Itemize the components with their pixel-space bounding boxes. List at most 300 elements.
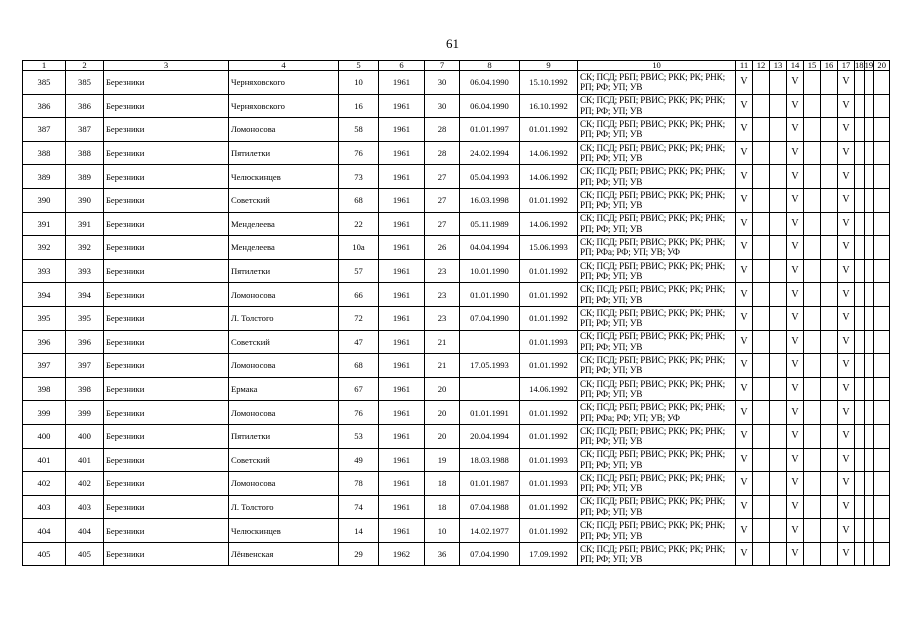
col-12-mark [753,188,770,212]
col-20-mark [874,330,890,354]
object-number-cell: 387 [66,118,104,142]
row-number-cell: 391 [23,212,66,236]
object-number-cell: 392 [66,236,104,260]
work-codes-cell: СК; ПСД; РБП; РВИС; РКК; РК; РНК; РП; РФ; УП; УВ [578,330,736,354]
col-17-mark: V [838,259,855,283]
table-row [23,377,890,401]
col-19-mark [864,330,874,354]
work-codes-cell: СК; ПСД; РБП; РВИС; РКК; РК; РНК; РП; РФ; УП; УВ [578,188,736,212]
registration-date-cell: 01.01.1992 [520,283,578,307]
survey-date-cell: 20.04.1994 [460,424,520,448]
col-12-mark [753,448,770,472]
col-19-mark [864,188,874,212]
wear-percent-cell: 21 [425,354,460,378]
registration-date-cell: 01.01.1992 [520,259,578,283]
wear-percent-cell: 18 [425,495,460,519]
survey-date-cell: 17.05.1993 [460,354,520,378]
table-body [23,61,890,566]
col-15-mark [804,259,821,283]
registration-date-cell: 01.01.1992 [520,306,578,330]
table-row [23,306,890,330]
house-number-cell: 68 [339,188,379,212]
col-15-mark [804,236,821,260]
work-codes-cell: СК; ПСД; РБП; РВИС; РКК; РК; РНК; РП; РФ; УП; УВ [578,141,736,165]
house-number-cell: 47 [339,330,379,354]
col-14-mark: V [787,495,804,519]
registration-date-cell: 14.06.1992 [520,377,578,401]
col-19-mark [864,542,874,566]
column-header-18: 18 [855,60,864,70]
col-17-mark: V [838,141,855,165]
col-16-mark [821,354,838,378]
city-cell: Березники [104,519,229,543]
col-16-mark [821,424,838,448]
col-20-mark [874,283,890,307]
build-year-cell: 1962 [379,542,425,566]
survey-date-cell: 16.03.1998 [460,188,520,212]
work-codes-cell: СК; ПСД; РБП; РВИС; РКК; РК; РНК; РП; РФ; УП; УВ [578,424,736,448]
work-codes-cell: СК; ПСД; РБП; РВИС; РКК; РК; РНК; РП; РФ; УП; УВ [578,165,736,189]
col-17-mark: V [838,472,855,496]
city-cell: Березники [104,306,229,330]
col-20-mark [874,141,890,165]
col-14-mark: V [787,94,804,118]
col-16-mark [821,448,838,472]
row-number-cell: 392 [23,236,66,260]
col-16-mark [821,94,838,118]
col-13-mark [770,141,787,165]
table-row [23,472,890,496]
house-number-cell: 76 [339,401,379,425]
col-17-mark: V [838,236,855,260]
col-12-mark [753,94,770,118]
col-18-mark [855,236,865,260]
registration-date-cell: 14.06.1992 [520,141,578,165]
col-11-mark: V [736,188,753,212]
col-15-mark [804,212,821,236]
col-11-mark: V [736,71,753,95]
build-year-cell: 1961 [379,118,425,142]
street-cell: Советский [229,448,339,472]
col-14-mark: V [787,212,804,236]
house-number-cell: 53 [339,424,379,448]
col-19-mark [864,212,874,236]
col-14-mark: V [787,519,804,543]
col-12-mark [753,424,770,448]
col-14-mark: V [787,448,804,472]
col-16-mark [821,542,838,566]
col-17-mark: V [838,542,855,566]
house-number-cell: 66 [339,283,379,307]
col-19-mark [864,448,874,472]
col-15-mark [804,141,821,165]
build-year-cell: 1961 [379,354,425,378]
street-cell: Советский [229,330,339,354]
house-number-cell: 22 [339,212,379,236]
col-11-mark: V [736,354,753,378]
col-14-mark: V [787,165,804,189]
wear-percent-cell: 20 [425,401,460,425]
street-cell: Л. Толстого [229,495,339,519]
row-number-cell: 394 [23,283,66,307]
col-16-mark [821,71,838,95]
row-number-cell: 385 [23,71,66,95]
col-18-mark [855,542,865,566]
build-year-cell: 1961 [379,448,425,472]
row-number-cell: 390 [23,188,66,212]
table-row [23,118,890,142]
col-13-mark [770,118,787,142]
table-row [23,188,890,212]
wear-percent-cell: 28 [425,141,460,165]
col-19-mark [864,401,874,425]
row-number-cell: 393 [23,259,66,283]
table-row [23,495,890,519]
city-cell: Березники [104,495,229,519]
column-header-4: 4 [229,61,339,71]
build-year-cell: 1961 [379,259,425,283]
row-number-cell: 395 [23,306,66,330]
col-13-mark [770,401,787,425]
col-20-mark [874,71,890,95]
registration-date-cell: 01.01.1992 [520,519,578,543]
street-cell: Ломоносова [229,283,339,307]
col-14-mark: V [787,424,804,448]
col-18-mark [855,212,865,236]
col-13-mark [770,377,787,401]
column-header-12: 12 [753,61,770,71]
row-number-cell: 404 [23,519,66,543]
row-number-cell: 388 [23,141,66,165]
col-16-mark [821,377,838,401]
col-14-mark: V [787,354,804,378]
house-number-cell: 74 [339,495,379,519]
col-17-mark: V [838,424,855,448]
street-cell: Черняховского [229,94,339,118]
col-15-mark [804,165,821,189]
col-13-mark [770,519,787,543]
col-17-mark: V [838,354,855,378]
col-15-mark [804,542,821,566]
col-15-mark [804,306,821,330]
house-number-cell: 72 [339,306,379,330]
col-11-mark: V [736,236,753,260]
col-20-mark [874,188,890,212]
row-number-cell: 387 [23,118,66,142]
registration-date-cell: 01.01.1992 [520,354,578,378]
col-11-mark: V [736,259,753,283]
column-header-6: 6 [379,61,425,71]
street-cell: Пятилетки [229,424,339,448]
col-11-mark: V [736,448,753,472]
table-row [23,448,890,472]
object-number-cell: 396 [66,330,104,354]
build-year-cell: 1961 [379,212,425,236]
col-20-mark [874,94,890,118]
column-header-14: 14 [787,61,804,71]
col-20-mark [874,495,890,519]
survey-date-cell: 24.02.1994 [460,141,520,165]
house-number-cell: 67 [339,377,379,401]
col-16-mark [821,306,838,330]
survey-date-cell: 01.01.1997 [460,118,520,142]
object-number-cell: 402 [66,472,104,496]
col-19-mark [864,306,874,330]
col-19-mark [864,519,874,543]
city-cell: Березники [104,212,229,236]
col-16-mark [821,141,838,165]
col-14-mark: V [787,401,804,425]
work-codes-cell: СК; ПСД; РБП; РВИС; РКК; РК; РНК; РП; РФ; УП; УВ [578,306,736,330]
col-18-mark [855,495,865,519]
col-15-mark [804,354,821,378]
wear-percent-cell: 27 [425,212,460,236]
col-13-mark [770,306,787,330]
col-16-mark [821,118,838,142]
build-year-cell: 1961 [379,472,425,496]
col-17-mark: V [838,118,855,142]
survey-date-cell: 01.01.1991 [460,401,520,425]
col-13-mark [770,330,787,354]
wear-percent-cell: 30 [425,71,460,95]
col-18-mark [855,306,865,330]
col-18-mark [855,354,865,378]
col-19-mark [864,283,874,307]
col-17-mark: V [838,330,855,354]
column-header-7: 7 [425,61,460,71]
col-13-mark [770,354,787,378]
col-13-mark [770,165,787,189]
col-11-mark: V [736,401,753,425]
col-17-mark: V [838,495,855,519]
col-16-mark [821,212,838,236]
street-cell: Ломоносова [229,472,339,496]
col-11-mark: V [736,165,753,189]
registration-date-cell: 17.09.1992 [520,542,578,566]
col-12-mark [753,283,770,307]
house-number-cell: 57 [339,259,379,283]
table-row [23,165,890,189]
table-row [23,71,890,95]
col-18-mark [855,118,865,142]
col-12-mark [753,71,770,95]
table-row [23,212,890,236]
wear-percent-cell: 20 [425,377,460,401]
survey-date-cell: 04.04.1994 [460,236,520,260]
registration-date-cell: 01.01.1992 [520,118,578,142]
col-14-mark: V [787,259,804,283]
col-16-mark [821,401,838,425]
survey-date-cell: 07.04.1988 [460,495,520,519]
registration-date-cell: 01.01.1992 [520,424,578,448]
col-17-mark: V [838,283,855,307]
city-cell: Березники [104,354,229,378]
column-header-19: 19 [864,60,874,70]
col-11-mark: V [736,118,753,142]
work-codes-cell: СК; ПСД; РБП; РВИС; РКК; РК; РНК; РП; РФ; УП; УВ [578,283,736,307]
object-number-cell: 395 [66,306,104,330]
col-13-mark [770,236,787,260]
col-20-mark [874,377,890,401]
col-15-mark [804,448,821,472]
col-19-mark [864,165,874,189]
survey-date-cell: 07.04.1990 [460,542,520,566]
col-12-mark [753,306,770,330]
col-15-mark [804,472,821,496]
col-19-mark [864,424,874,448]
object-number-cell: 393 [66,259,104,283]
col-13-mark [770,94,787,118]
city-cell: Березники [104,165,229,189]
col-15-mark [804,401,821,425]
build-year-cell: 1961 [379,188,425,212]
col-13-mark [770,495,787,519]
col-16-mark [821,259,838,283]
street-cell: Менделеева [229,212,339,236]
survey-date-cell [460,330,520,354]
col-20-mark [874,354,890,378]
object-number-cell: 400 [66,424,104,448]
build-year-cell: 1961 [379,165,425,189]
col-12-mark [753,165,770,189]
house-number-cell: 49 [339,448,379,472]
city-cell: Березники [104,94,229,118]
survey-date-cell: 05.04.1993 [460,165,520,189]
house-number-cell: 73 [339,165,379,189]
col-17-mark: V [838,448,855,472]
wear-percent-cell: 19 [425,448,460,472]
col-11-mark: V [736,519,753,543]
build-year-cell: 1961 [379,401,425,425]
column-header-13: 13 [770,61,787,71]
col-17-mark: V [838,212,855,236]
col-18-mark [855,330,865,354]
street-cell: Ермака [229,377,339,401]
street-cell: Лёнвенская [229,542,339,566]
build-year-cell: 1961 [379,377,425,401]
col-15-mark [804,71,821,95]
col-13-mark [770,188,787,212]
col-16-mark [821,330,838,354]
col-11-mark: V [736,141,753,165]
city-cell: Березники [104,141,229,165]
wear-percent-cell: 27 [425,188,460,212]
col-19-mark [864,377,874,401]
col-20-mark [874,118,890,142]
street-cell: Ломоносова [229,354,339,378]
wear-percent-cell: 23 [425,306,460,330]
survey-date-cell: 06.04.1990 [460,94,520,118]
registration-date-cell: 15.06.1993 [520,236,578,260]
col-17-mark: V [838,401,855,425]
object-number-cell: 389 [66,165,104,189]
col-19-mark [864,141,874,165]
table-row [23,94,890,118]
page-number: 61 [446,36,459,51]
work-codes-cell: СК; ПСД; РБП; РВИС; РКК; РК; РНК; РП; РФ; УП; УВ [578,542,736,566]
col-12-mark [753,259,770,283]
city-cell: Березники [104,118,229,142]
col-19-mark [864,259,874,283]
city-cell: Березники [104,330,229,354]
street-cell: Менделеева [229,236,339,260]
build-year-cell: 1961 [379,306,425,330]
col-13-mark [770,71,787,95]
column-header-10: 10 [578,61,736,71]
city-cell: Березники [104,472,229,496]
col-15-mark [804,330,821,354]
build-year-cell: 1961 [379,519,425,543]
build-year-cell: 1961 [379,495,425,519]
col-11-mark: V [736,377,753,401]
build-year-cell: 1961 [379,330,425,354]
col-19-mark [864,236,874,260]
col-16-mark [821,236,838,260]
col-13-mark [770,424,787,448]
object-number-cell: 405 [66,542,104,566]
col-18-mark [855,472,865,496]
work-codes-cell: СК; ПСД; РБП; РВИС; РКК; РК; РНК; РП; РФ; УП; УВ [578,519,736,543]
col-15-mark [804,118,821,142]
build-year-cell: 1961 [379,236,425,260]
work-codes-cell: СК; ПСД; РБП; РВИС; РКК; РК; РНК; РП; РФ; УП; УВ [578,377,736,401]
work-codes-cell: СК; ПСД; РБП; РВИС; РКК; РК; РНК; РП; РФа; РФ; УП; УВ; УФ [578,401,736,425]
col-14-mark: V [787,141,804,165]
street-cell: Советский [229,188,339,212]
row-number-cell: 399 [23,401,66,425]
col-16-mark [821,472,838,496]
col-11-mark: V [736,424,753,448]
wear-percent-cell: 30 [425,94,460,118]
work-codes-cell: СК; ПСД; РБП; РВИС; РКК; РК; РНК; РП; РФ; УП; УВ [578,448,736,472]
house-number-cell: 68 [339,354,379,378]
col-11-mark: V [736,306,753,330]
house-number-cell: 76 [339,141,379,165]
column-header-2: 2 [66,61,104,71]
registration-date-cell: 14.06.1992 [520,212,578,236]
col-20-mark [874,424,890,448]
col-18-mark [855,448,865,472]
col-15-mark [804,424,821,448]
col-20-mark [874,401,890,425]
col-20-mark [874,448,890,472]
table-row [23,283,890,307]
street-cell: Челюскинцев [229,519,339,543]
col-15-mark [804,519,821,543]
table-row [23,424,890,448]
registration-date-cell: 01.01.1993 [520,448,578,472]
work-codes-cell: СК; ПСД; РБП; РВИС; РКК; РК; РНК; РП; РФ; УП; УВ [578,354,736,378]
col-14-mark: V [787,283,804,307]
object-number-cell: 399 [66,401,104,425]
col-17-mark: V [838,306,855,330]
col-15-mark [804,188,821,212]
registration-date-cell: 01.01.1992 [520,401,578,425]
house-number-cell: 14 [339,519,379,543]
work-codes-cell: СК; ПСД; РБП; РВИС; РКК; РК; РНК; РП; РФа; РФ; УП; УВ; УФ [578,236,736,260]
wear-percent-cell: 21 [425,330,460,354]
col-12-mark [753,330,770,354]
wear-percent-cell: 27 [425,165,460,189]
col-17-mark: V [838,377,855,401]
col-20-mark [874,236,890,260]
col-12-mark [753,212,770,236]
wear-percent-cell: 28 [425,118,460,142]
street-cell: Челюскинцев [229,165,339,189]
col-12-mark [753,118,770,142]
col-16-mark [821,165,838,189]
col-11-mark: V [736,283,753,307]
